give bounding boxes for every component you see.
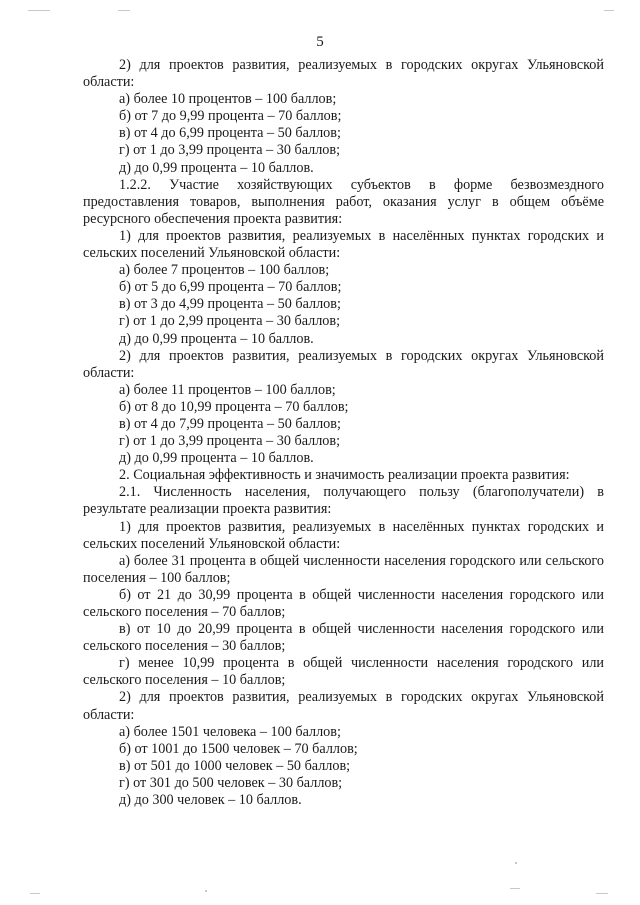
list-item: г) от 301 до 500 человек – 30 баллов;	[119, 774, 343, 791]
scan-artifact	[604, 10, 614, 11]
list-item: б) от 5 до 6,99 процента – 70 баллов;	[119, 279, 342, 296]
list-item: д) до 300 человек – 10 баллов.	[119, 792, 302, 809]
paragraph: 2) для проектов развития, реализуемых в городских округах Ульяновской области:	[83, 689, 604, 723]
paragraph: а) более 31 процента в общей численности населения городского или сельского поселения – 100 баллов;	[83, 552, 604, 586]
list-item: д) до 0,99 процента – 10 баллов.	[119, 450, 314, 467]
scan-artifact	[118, 10, 130, 11]
paragraph: б) от 21 до 30,99 процента в общей численности населения городского или сельского поселения – 70 баллов;	[83, 586, 604, 620]
scan-artifact	[28, 10, 50, 11]
list-item: а) более 10 процентов – 100 баллов;	[119, 91, 337, 108]
page-number: 5	[316, 34, 324, 50]
list-item: а) более 11 процентов – 100 баллов;	[119, 381, 336, 398]
list-item: г) от 1 до 3,99 процента – 30 баллов;	[119, 433, 341, 450]
document-body	[83, 57, 604, 809]
list-item: д) до 0,99 процента – 10 баллов.	[119, 330, 314, 347]
paragraph: 2.1. Численность населения, получающего пользу (благополучатели) в результате реализации проекта развития:	[83, 484, 604, 518]
paragraph: в) от 10 до 20,99 процента в общей численности населения городского или сельского поселения – 30 баллов;	[83, 621, 604, 655]
list-item: г) от 1 до 2,99 процента – 30 баллов;	[119, 313, 341, 330]
list-item: в) от 501 до 1000 человек – 50 баллов;	[119, 757, 351, 774]
paragraph: 1.2.2. Участие хозяйствующих субъектов в форме безвозмездного предоставления товаров, выполнения работ, оказания услуг в общем объёме ресурсного обеспечения проекта развития:	[83, 176, 604, 227]
paragraph: г) менее 10,99 процента в общей численности населения городского или сельского поселения – 10 баллов;	[83, 655, 604, 689]
list-item: в) от 3 до 4,99 процента – 50 баллов;	[119, 296, 341, 313]
list-item: д) до 0,99 процента – 10 баллов.	[119, 159, 314, 176]
scan-artifact	[30, 893, 40, 894]
list-item: б) от 7 до 9,99 процента – 70 баллов;	[119, 108, 342, 125]
list-item: б) от 1001 до 1500 человек – 70 баллов;	[119, 740, 358, 757]
scan-artifact	[596, 893, 608, 894]
paragraph: 2) для проектов развития, реализуемых в городских округах Ульяновской области:	[83, 347, 604, 381]
paragraph: 2) для проектов развития, реализуемых в городских округах Ульяновской области:	[83, 57, 604, 91]
list-item: в) от 4 до 7,99 процента – 50 баллов;	[119, 415, 341, 432]
paragraph: 1) для проектов развития, реализуемых в населённых пунктах городских и сельских поселений Ульяновской области:	[83, 518, 604, 552]
scan-artifact	[510, 888, 520, 889]
paragraph: 2. Социальная эффективность и значимость реализации проекта развития:	[119, 467, 570, 484]
list-item: г) от 1 до 3,99 процента – 30 баллов;	[119, 142, 341, 159]
list-item: а) более 1501 человека – 100 баллов;	[119, 723, 341, 740]
scan-artifact	[205, 890, 207, 892]
list-item: в) от 4 до 6,99 процента – 50 баллов;	[119, 125, 341, 142]
paragraph: 1) для проектов развития, реализуемых в населённых пунктах городских и сельских поселений Ульяновской области:	[83, 227, 604, 262]
list-item: б) от 8 до 10,99 процента – 70 баллов;	[119, 398, 349, 415]
list-item: а) более 7 процентов – 100 баллов;	[119, 262, 330, 279]
scan-artifact	[515, 862, 517, 864]
